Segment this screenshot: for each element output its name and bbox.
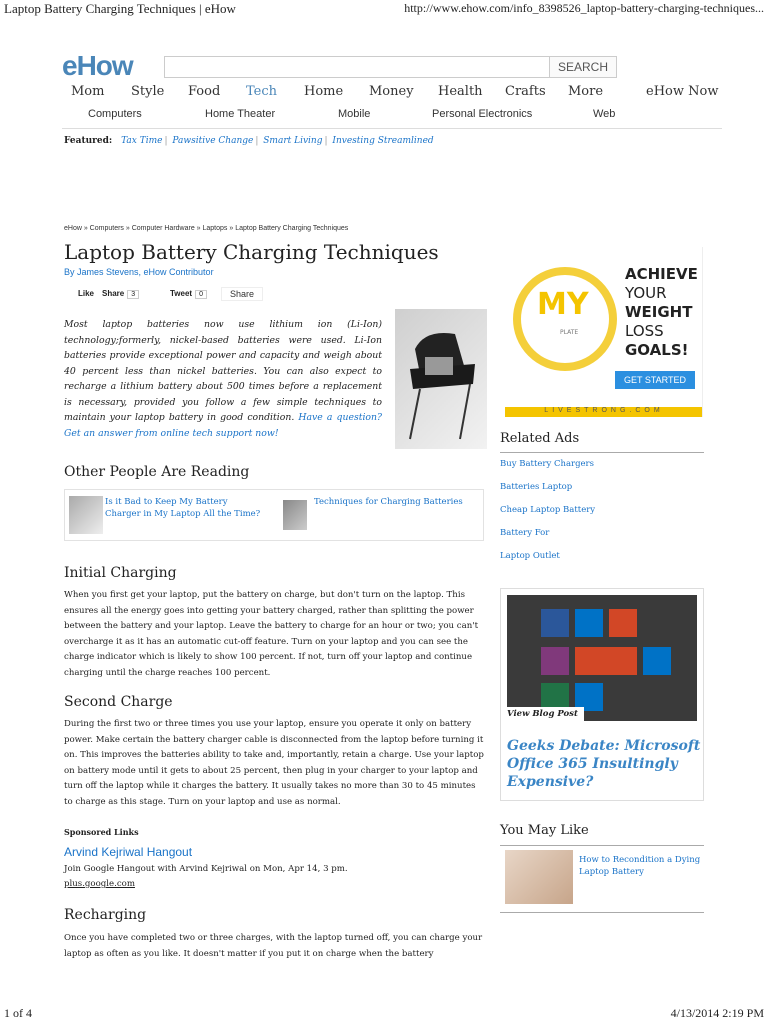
section-heading-recharging: Recharging [64,907,147,923]
print-page-number: 1 of 4 [4,1006,32,1020]
nav-divider [62,128,722,129]
blog-post-title[interactable]: Geeks Debate: Microsoft Office 365 Insultingly Expensive? [507,738,701,790]
print-title: Laptop Battery Charging Techniques | eHow [4,1,236,16]
view-blog-post-label[interactable]: View Blog Post [501,707,584,721]
featured-link-tax-time[interactable]: Tax Time [121,136,163,146]
related-ad-item[interactable]: Battery For [500,528,550,538]
featured-link-smart-living[interactable]: Smart Living [263,136,323,146]
facebook-share-button[interactable]: Share 3 [102,289,139,299]
nav-item-tech[interactable]: Tech [246,84,278,99]
print-datetime: 4/13/2014 2:19 PM [670,1006,764,1020]
charger-thumbnail[interactable] [283,500,307,530]
search-button[interactable]: SEARCH [549,56,617,78]
other-reading-heading: Other People Are Reading [64,464,250,480]
sponsored-links-label: Sponsored Links [64,827,139,837]
nav-item-more[interactable]: More [568,84,604,99]
nav-item-health[interactable]: Health [438,84,483,99]
you-may-like-item[interactable] [505,850,705,912]
reading-item-2[interactable]: Techniques for Charging Batteries [314,497,463,507]
ehow-logo[interactable]: eHow [62,50,133,81]
sub-nav [62,108,722,126]
subnav-item-computers[interactable]: Computers [88,108,142,120]
you-may-like-rule [500,845,704,846]
breadcrumb[interactable]: eHow » Computers » Computer Hardware » Laptops » Laptop Battery Charging Techniques [64,225,349,232]
section-heading-second-charge: Second Charge [64,694,173,710]
nav-item-money[interactable]: Money [369,84,414,99]
featured-link-investing-streamlined[interactable]: Investing Streamlined [332,136,434,146]
article-byline[interactable]: By James Stevens, eHow Contributor [64,267,214,277]
sponsored-ad-description: Join Google Hangout with Arvind Kejriwal on Mon, Apr 14, 3 pm. [64,864,348,874]
section-text-recharging: Once you have completed two or three charges, with the laptop turned off, you can charge your laptop as often as you like. It doesn't matter if you put it on charge when the battery [64,933,483,959]
share-count: 3 [127,290,139,299]
nav-item-crafts[interactable]: Crafts [505,84,546,99]
featured-bar: Featured: Tax Time | Pawsitive Change | Smart Living | Investing Streamlined [64,136,434,146]
nav-item-home[interactable]: Home [304,84,344,99]
subnav-item-mobile[interactable]: Mobile [338,108,371,120]
you-may-like-heading: You May Like [500,823,589,838]
featured-link-pawsitive-change[interactable]: Pawsitive Change [172,136,254,146]
section-text-second-charge: During the first two or three times you use your laptop, ensure you operate it only on battery power. Make certain the battery charger cable is disconnected from the laptop before turning it on. This improves the batteries ability to take and, importantly, retain a charge. Use your laptop on battery mode until it gets to about 25 percent, then plug in your charger to your laptop and turn off the laptop while it charges the battery. It usually takes no more than 30 to 45 minutes to charge as this stage. Turn on your laptop and use as normal. [64,719,484,807]
article-intro: Most laptop batteries now use lithium ion (Li-Ion) technology;formerly, nickel-based batteries were used. Li-Ion batteries provide exceptional power and capacity and weigh about 40 percent less than nickel batteries. You can also expect to recharge a lithium battery about 500 times before a replacement is necessary, provided you follow a few simple techniques to maintain your laptop battery in good condition. Have a question? Get an answer from online tech support now! [64,319,382,439]
related-ads-heading: Related Ads [500,431,580,446]
laptop-chair-photo [395,309,487,449]
woman-laptop-thumbnail[interactable] [505,850,573,904]
subnav-item-home-theater[interactable]: Home Theater [205,108,276,120]
main-nav [62,84,722,106]
tweet-count: 0 [195,290,207,299]
print-url: http://www.ehow.com/info_8398526_laptop-battery-charging-techniques... [404,1,764,15]
blog-post-box[interactable] [500,588,704,801]
search-input[interactable] [164,56,550,78]
related-ad-item[interactable]: Laptop Outlet [500,551,560,561]
sponsored-ad-link[interactable]: plus.google.com [64,879,135,889]
share-button[interactable]: Share [221,287,263,301]
subnav-item-web[interactable]: Web [593,108,616,120]
subnav-item-personal-electronics[interactable]: Personal Electronics [432,108,533,120]
section-text-initial-charging: When you first get your laptop, put the battery on charge, but don't turn on the laptop. This ensures all the energy goes into getting your battery charged, rather than splitting the power between the battery and your laptop. Leave the battery to charge for an hour or two; you can't overcharge it as it has an automatic cut-off feature. Turn on your laptop and you can see the charge indicator which is likely to show 100 percent. If not, turn off your laptop and continue charging until the charge reaches 100 percent. [64,590,479,678]
nav-item-food[interactable]: Food [188,84,221,99]
nav-item-style[interactable]: Style [131,84,165,99]
myplate-banner-ad[interactable] [505,247,703,417]
related-ads-rule [500,452,704,453]
myplate-sub: PLATE [560,329,579,336]
get-started-button[interactable]: GET STARTED [615,371,695,389]
keyboard-thumbnail[interactable] [69,496,103,534]
nav-item-mom[interactable]: Mom [71,84,105,99]
banner-headline: ACHIEVE YOUR WEIGHT LOSS GOALS! [625,265,698,359]
related-ad-item[interactable]: Buy Battery Chargers [500,459,594,469]
myplate-logo: MY [537,287,589,322]
sponsored-ad-title[interactable]: Arvind Kejriwal Hangout [64,845,193,859]
other-reading-box [64,489,484,541]
nav-item-ehow-now[interactable]: eHow Now [646,84,719,99]
related-ad-item[interactable]: Cheap Laptop Battery [500,505,596,515]
featured-label: Featured: [64,136,113,146]
you-may-like-bottom-rule [500,912,704,913]
related-ads-list [500,458,704,573]
tweet-button[interactable]: Tweet 0 [170,289,207,299]
section-heading-initial-charging: Initial Charging [64,565,177,581]
livestrong-brand: LIVESTRONG.COM [505,407,703,417]
related-ad-item[interactable]: Batteries Laptop [500,482,573,492]
like-button[interactable]: Like [78,289,95,298]
article-title: Laptop Battery Charging Techniques [64,240,439,264]
tech-support-link[interactable]: Have a question? Get an answer from online tech support now! [64,412,382,439]
office-365-image [507,595,697,721]
reading-item-1[interactable]: Is it Bad to Keep My Battery Charger in My Laptop All the Time? [105,497,261,519]
you-may-like-link[interactable]: How to Recondition a Dying Laptop Battery [579,855,701,877]
